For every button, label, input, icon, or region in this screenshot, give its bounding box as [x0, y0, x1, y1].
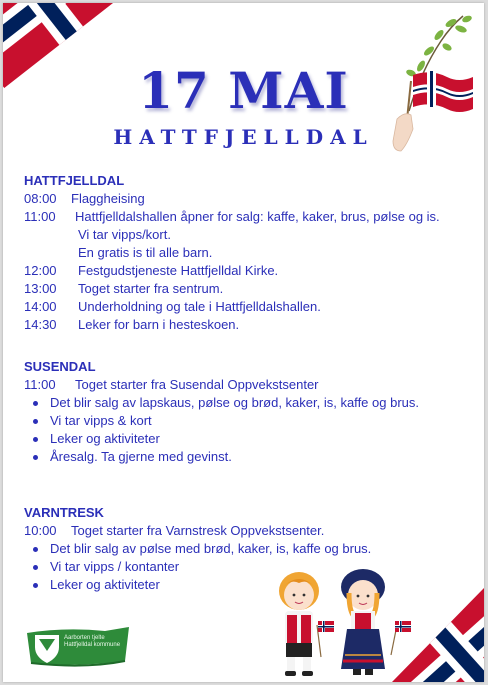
logo-text: [64, 635, 124, 649]
schedule-text: Underholdning og tale i Hattfjelldalshallen.: [78, 299, 321, 314]
schedule-row: [24, 208, 479, 226]
section-heading: VARNTRESK: [24, 505, 104, 520]
schedule-row: [24, 262, 479, 280]
poster-page: [3, 3, 484, 682]
schedule-time: 10:00: [24, 523, 57, 538]
schedule-text: Vi tar vipps/kort.: [78, 227, 171, 242]
page-title: 17 MAI: [138, 61, 349, 120]
schedule-time: [24, 226, 78, 244]
logo-line-2: Hattfjelldal kommune: [64, 642, 121, 648]
logo-line-1: Aarborten tjelte: [64, 635, 105, 641]
schedule-text: Toget starter fra Varnstresk Oppvekstsenter.: [71, 523, 325, 538]
schedule-row: [24, 244, 479, 262]
schedule-time: 13:00: [24, 281, 57, 296]
schedule-text: Hattfjelldalshallen åpner for salg: kaffe, kaker, brus, pølse og is.: [75, 209, 440, 224]
schedule-row: [24, 280, 479, 298]
schedule-text: Toget starter fra Susendal Oppvekstsenter: [75, 377, 319, 392]
section-heading: HATTFJELLDAL: [24, 173, 125, 188]
schedule-time: [24, 244, 78, 262]
schedule-time: 14:00: [24, 299, 57, 314]
schedule-time: 11:00: [24, 377, 56, 392]
list-item: Vi tar vipps / kontanter: [24, 558, 479, 576]
list-item: Det blir salg av pølse med brød, kaker, is, kaffe og brus.: [24, 540, 479, 558]
section-hattfjelldal: [24, 172, 479, 334]
schedule-text: Festgudstjeneste Hattfjelldal Kirke.: [78, 263, 279, 278]
schedule-row: [24, 226, 479, 244]
municipality-logo: [25, 623, 131, 674]
schedule-row: [24, 298, 479, 316]
list-item: Leker og aktiviteter: [24, 576, 479, 594]
program-content: [24, 172, 479, 594]
schedule-time: 08:00: [24, 191, 57, 206]
list-item: Vi tar vipps & kort: [24, 412, 479, 430]
schedule-time: 12:00: [24, 263, 57, 278]
schedule-time: 11:00: [24, 209, 56, 224]
schedule-text: Flaggheising: [71, 191, 145, 206]
schedule-text: En gratis is til alle barn.: [78, 245, 213, 260]
bullet-list: [24, 394, 479, 466]
flag-corner-bottom-right-icon: [384, 588, 484, 682]
section-heading: SUSENDAL: [24, 359, 96, 374]
page-subtitle: HATTFJELLDAL: [113, 125, 374, 149]
schedule-row: [24, 376, 479, 394]
section-susendal: [24, 358, 479, 466]
schedule-text: Leker for barn i hesteskoen.: [78, 317, 240, 332]
schedule-row: [24, 316, 479, 334]
schedule-row: [24, 190, 479, 208]
schedule-row: [24, 522, 479, 540]
schedule-time: 14:30: [24, 317, 57, 332]
list-item: Åresalg. Ta gjerne med gevinst.: [24, 448, 479, 466]
list-item: Leker og aktiviteter: [24, 430, 479, 448]
list-item: Det blir salg av lapskaus, pølse og brød, kaker, is, kaffe og brus.: [24, 394, 479, 412]
schedule-text: Toget starter fra sentrum.: [78, 281, 224, 296]
